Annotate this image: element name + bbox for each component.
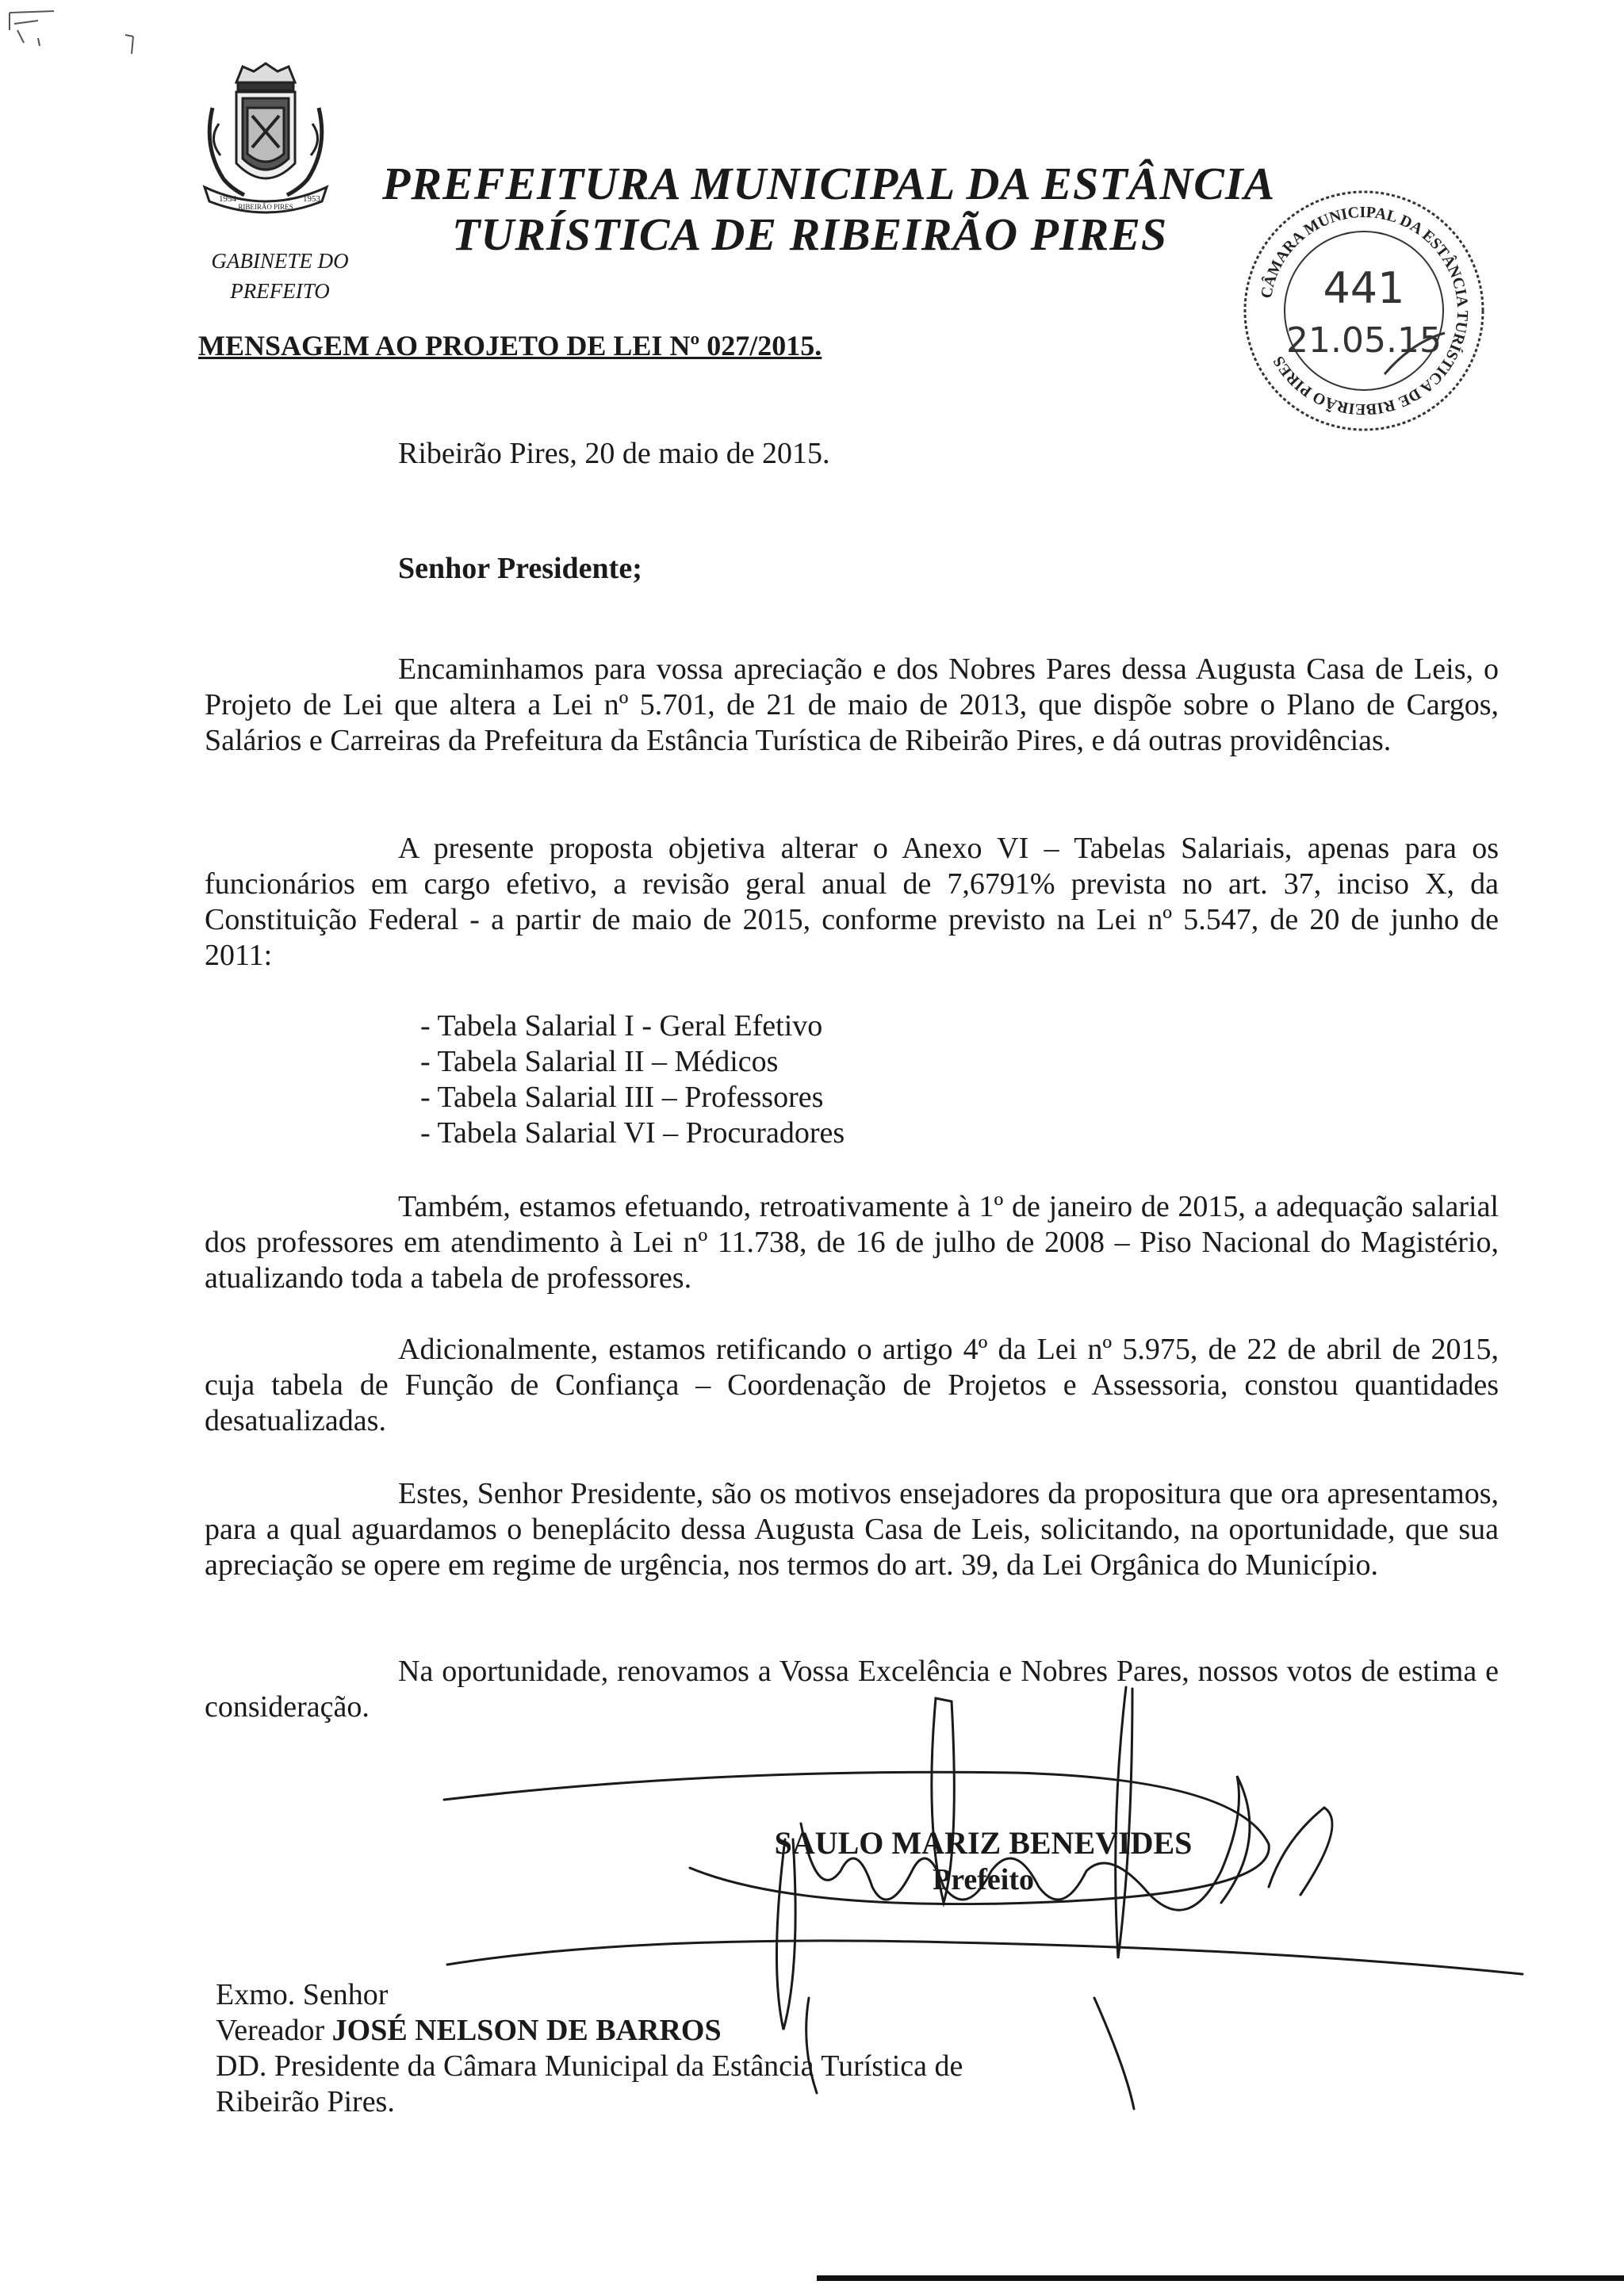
- coat-of-arms-logo: [197, 60, 335, 219]
- receipt-stamp: [1237, 184, 1491, 438]
- addressee-line-2: Vereador JOSÉ NELSON DE BARROS: [216, 2014, 722, 2047]
- addressee-line-4: Ribeirão Pires.: [216, 2085, 395, 2118]
- page-edge-line: [817, 2275, 1624, 2281]
- stamp-ring-text: CÂMARA MUNICIPAL DA ESTÂNCIA TURÍSTICA DE RIBEIRÃO PIRES: [1258, 203, 1472, 419]
- crest-year-left: 1954: [219, 194, 236, 204]
- addressee-block: [216, 1977, 963, 2120]
- paragraph-4: Adicionalmente, estamos retificando o artigo 4º da Lei nº 5.975, de 22 de abril de 2015, cuja tabela de Função de Confiança – Coordenação de Projetos e Assessoria, constou quantidades desatualizadas.: [205, 1333, 1499, 1437]
- crest-banner: RIBEIRÃO PIRES: [238, 203, 293, 211]
- document-subject: MENSAGEM AO PROJETO DE LEI Nº 027/2015.: [198, 330, 822, 362]
- date-line: Ribeirão Pires, 20 de maio de 2015.: [398, 437, 830, 470]
- paragraph-2: A presente proposta objetiva alterar o Anexo VI – Tabelas Salariais, apenas para os funcionários em cargo efetivo, a revisão geral anual de 7,6791% prevista no art. 37, inciso X, da Constituição Federal - a partir de maio de 2015, conforme previsto na Lei nº 5.547, de 20 de junho de 2011:: [205, 832, 1499, 972]
- list-item: - Tabela Salarial II – Médicos: [420, 1045, 779, 1078]
- signer-role: Prefeito: [933, 1863, 1034, 1896]
- stamp-number: 441: [1323, 263, 1405, 313]
- signer-block: [698, 1825, 1269, 1898]
- prefeito-label: PREFEITO: [230, 279, 330, 303]
- gabinete-label: GABINETE DO: [211, 249, 349, 273]
- list-item: - Tabela Salarial VI – Procuradores: [420, 1116, 845, 1150]
- signer-name: SAULO MARIZ BENEVIDES: [774, 1825, 1193, 1861]
- paragraph-1: Encaminhamos para vossa apreciação e dos Nobres Pares dessa Augusta Casa de Leis, o Projeto de Lei que altera a Lei nº 5.701, de 21 de maio de 2013, que dispõe sobre o Plano de Cargos, Salários e Carreiras da Prefeitura da Estância Turística de Ribeirão Pires, e dá outras providências.: [205, 652, 1499, 757]
- salutation: Senhor Presidente;: [398, 552, 642, 585]
- list-item: - Tabela Salarial III – Professores: [420, 1081, 824, 1114]
- crest-year-right: 1953: [303, 194, 320, 204]
- paragraph-3: Também, estamos efetuando, retroativamente à 1º de janeiro de 2015, a adequação salarial dos professores em atendimento à Lei nº 11.738, de 16 de julho de 2008 – Piso Nacional do Magistério, atualizando toda a tabela de professores.: [205, 1190, 1499, 1295]
- salary-tables-list: [420, 1008, 845, 1151]
- addressee-line-1: Exmo. Senhor: [216, 1978, 389, 2011]
- list-item: - Tabela Salarial I - Geral Efetivo: [420, 1009, 823, 1043]
- scan-artifact: [6, 6, 141, 54]
- addressee-line-3: DD. Presidente da Câmara Municipal da Estância Turística de: [216, 2049, 963, 2083]
- header-title-line1: PREFEITURA MUNICIPAL DA ESTÂNCIA: [382, 158, 1276, 209]
- stamp-date: 21.05.15: [1286, 320, 1442, 361]
- header-title-line2: TURÍSTICA DE RIBEIRÃO PIRES: [452, 209, 1168, 260]
- paragraph-6: Na oportunidade, renovamos a Vossa Excelência e Nobres Pares, nossos votos de estima e consideração.: [205, 1655, 1499, 1724]
- paragraph-5: Estes, Senhor Presidente, são os motivos ensejadores da propositura que ora apresentamos, para a qual aguardamos o beneplácito dessa Augusta Casa de Leis, solicitando, na oportunidade, que sua apreciação se opere em regime de urgência, nos termos do art. 39, da Lei Orgânica do Município.: [205, 1477, 1499, 1582]
